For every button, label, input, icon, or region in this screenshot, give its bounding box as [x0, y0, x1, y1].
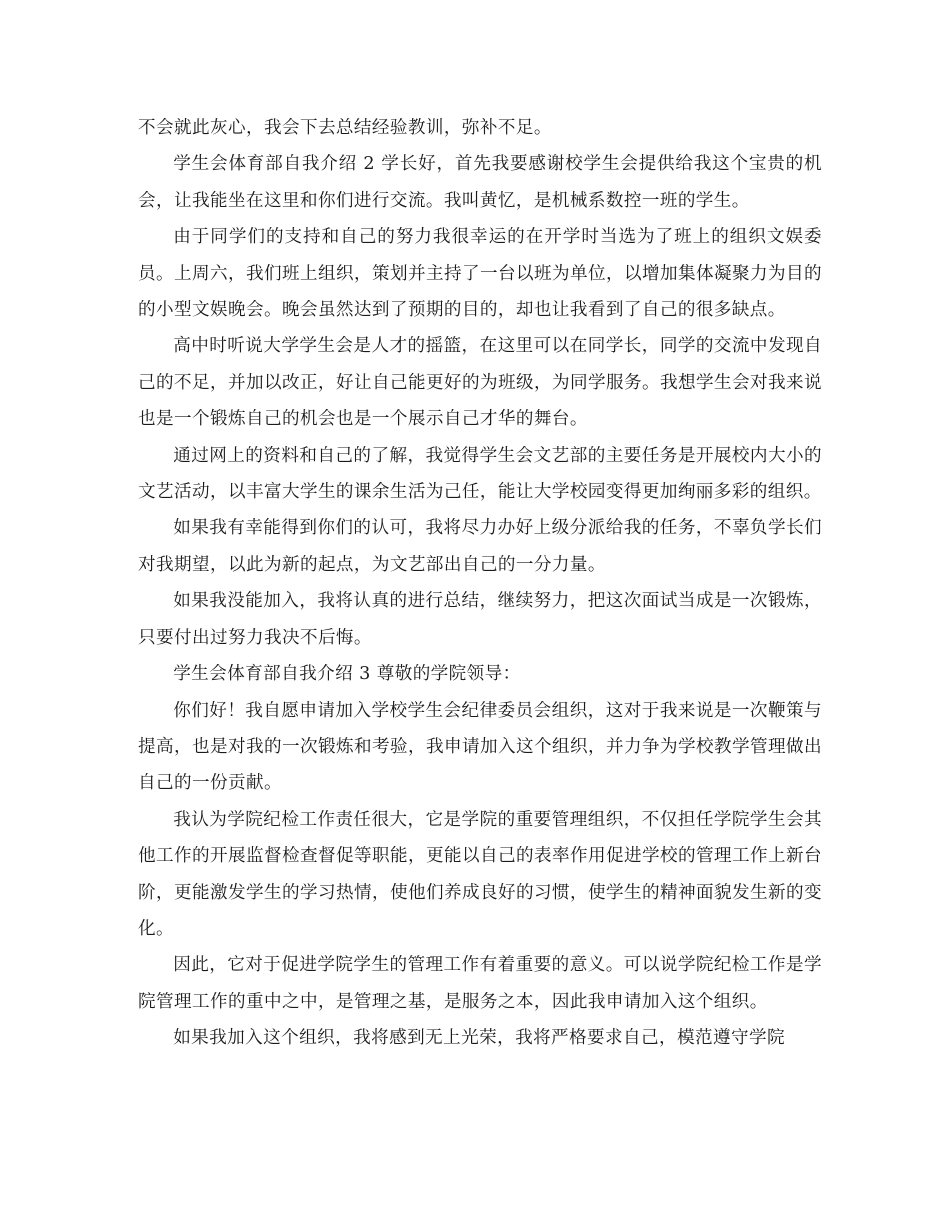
- paragraph-importance: 因此，它对于促进学院学生的管理工作有着重要的意义。可以说学院纪检工作是学院管理工作的重中之中，是管理之基，是服务之本，因此我申请加入这个组织。: [138, 955, 822, 1012]
- paragraph-arts-department-role: 通过网上的资料和自己的了解，我觉得学生会文艺部的主要任务是开展校内大小的文艺活动，以丰富大学生的课余生活为己任，能让大学校园变得更加绚丽多彩的组织。: [138, 445, 822, 503]
- paragraph-class-committee: 由于同学们的支持和自己的努力我很幸运的在开学时当选为了班上的组织文娱委员。上周六，我们班上组织，策划并主持了一台以班为单位，以增加集体凝聚力为目的的小型文娱晚会。晚会虽然达到了预期的目的，却也让我看到了自己的很多缺点。: [138, 227, 822, 321]
- document-body: [138, 110, 822, 1057]
- paragraph-intro-2: 学生会体育部自我介绍 2 学长好，首先我要感谢校学生会提供给我这个宝贵的机会，让我能坐在这里和你们进行交流。我叫黄忆，是机械系数控一班的学生。: [138, 154, 822, 211]
- paragraph-student-union-cradle: 高中时听说大学学生会是人才的摇篮，在这里可以在同学长，同学的交流中发现自己的不足，并加以改正，好让自己能更好的为班级，为同学服务。我想学生会对我来说也是一个锻炼自己的机会也是一个展示自己才华的舞台。: [138, 336, 822, 430]
- paragraph-if-accepted: 如果我有幸能得到你们的认可，我将尽力办好上级分派给我的任务，不辜负学长们对我期望，以此为新的起点，为文艺部出自己的一分力量。: [138, 518, 822, 575]
- paragraph-discipline-role: 我认为学院纪检工作责任很大，它是学院的重要管理组织，不仅担任学院学生会其他工作的开展监督检查督促等职能，更能以自己的表率作用促进学校的管理工作上新台阶，更能激发学生的学习热情，使他们养成良好的习惯，使学生的精神面貌发生新的变化。: [138, 809, 822, 939]
- paragraph-intro-3-heading: 学生会体育部自我介绍 3 尊敬的学院领导：: [173, 664, 521, 685]
- paragraph-continuation: 不会就此灰心，我会下去总结经验教训，弥补不足。: [138, 118, 552, 138]
- paragraph-commitment: 如果我加入这个组织，我将感到无上光荣，我将严格要求自己，模范遵守学院: [173, 1028, 785, 1049]
- paragraph-greeting-application: 你们好！我自愿申请加入学校学生会纪律委员会组织，这对于我来说是一次鞭策与提高，也是对我的一次锻炼和考验，我申请加入这个组织，并力争为学校教学管理做出自己的一份贡献。: [138, 700, 822, 794]
- paragraph-if-rejected: 如果我没能加入，我将认真的进行总结，继续努力，把这次面试当成是一次锻炼，只要付出过努力我决不后悔。: [138, 591, 822, 648]
